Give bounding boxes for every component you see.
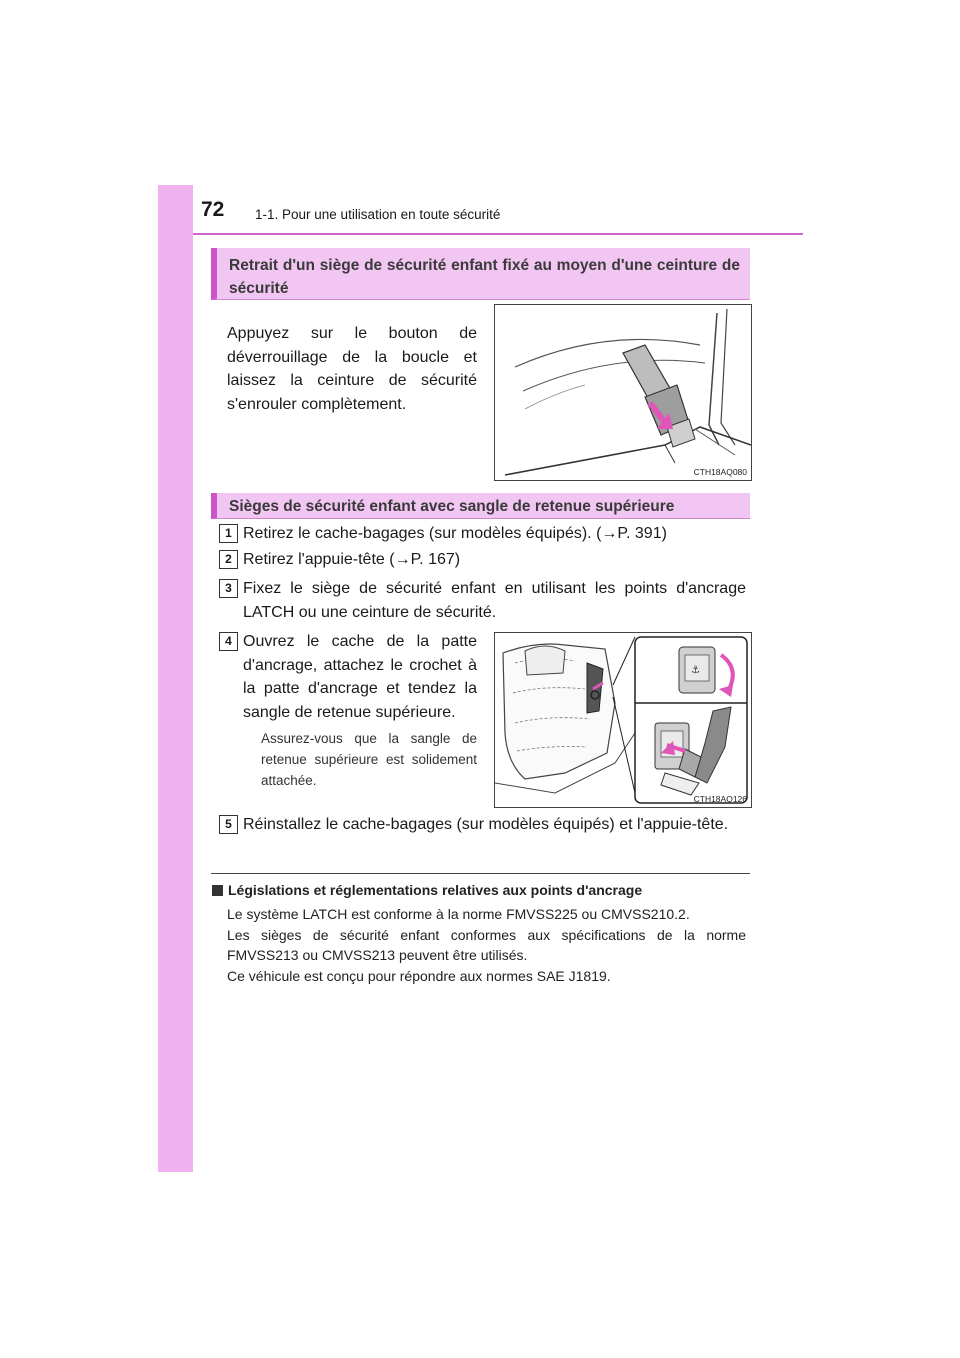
seatbelt-buckle-illustration	[494, 304, 752, 481]
svg-text:⚓: ⚓	[691, 665, 700, 676]
info-line: Ce véhicule est conçu pour répondre aux normes SAE J1819.	[227, 967, 611, 984]
step-3-text: Fixez le siège de sécurité enfant en utilisant les points d'ancrage LATCH ou une ceinture de sécurité.	[243, 580, 746, 621]
info-heading	[212, 882, 642, 898]
step-1-text: Retirez le cache-bagages (sur modèles équipés). (→P. 391)	[243, 525, 667, 542]
square-bullet-icon	[212, 885, 223, 896]
header-rule	[193, 233, 803, 235]
section-heading-seatbelt-removal: Retrait d'un siège de sécurité enfant fixé au moyen d'une ceinture de sécurité	[211, 248, 750, 300]
anchor-drawing	[495, 633, 751, 807]
step-number-2: 2	[219, 550, 238, 569]
step-4-note: Assurez-vous que la sangle de retenue supérieure est solidement attachée.	[261, 731, 477, 788]
info-line: Le système LATCH est conforme à la norme FMVSS225 ou CMVSS210.2.	[227, 906, 690, 922]
step-number-4: 4	[219, 632, 238, 651]
chapter-title: 1-1. Pour une utilisation en toute sécurité	[255, 207, 501, 222]
step-number-3: 3	[219, 579, 238, 598]
step-4-text: Ouvrez le cache de la patte d'ancrage, attachez le crochet à la patte d'ancrage et tendez la sangle de retenue supérieure.	[243, 633, 477, 721]
section-heading-top-tether: Sièges de sécurité enfant avec sangle de retenue supérieure	[211, 493, 750, 519]
step-5-text: Réinstallez le cache-bagages (sur modèles équipés) et l'appuie-tête.	[243, 816, 729, 833]
info-body	[227, 904, 746, 986]
figure-code: CTH18AQ126	[693, 794, 747, 804]
buckle-drawing	[495, 305, 751, 480]
seatbelt-removal-text: Appuyez sur le bouton de déverrouillage de la boucle et laissez la ceinture de sécurité s'enrouler complètement.	[227, 325, 477, 413]
figure-code: CTH18AQ080	[693, 467, 747, 477]
tether-anchor-illustration	[494, 632, 752, 808]
page-number: 72	[201, 198, 225, 221]
info-rule	[211, 873, 750, 874]
info-heading-text: Législations et réglementations relatives aux points d'ancrage	[228, 882, 643, 898]
info-line: Les sièges de sécurité enfant conformes aux spécifications de la norme FMVSS213 ou CMVSS213 peuvent être utilisés.	[227, 926, 746, 963]
step-number-1: 1	[219, 524, 238, 543]
step-number-5: 5	[219, 815, 238, 834]
side-tab-band	[158, 185, 193, 1172]
step-2-text: Retirez l'appuie-tête (→P. 167)	[243, 551, 461, 568]
